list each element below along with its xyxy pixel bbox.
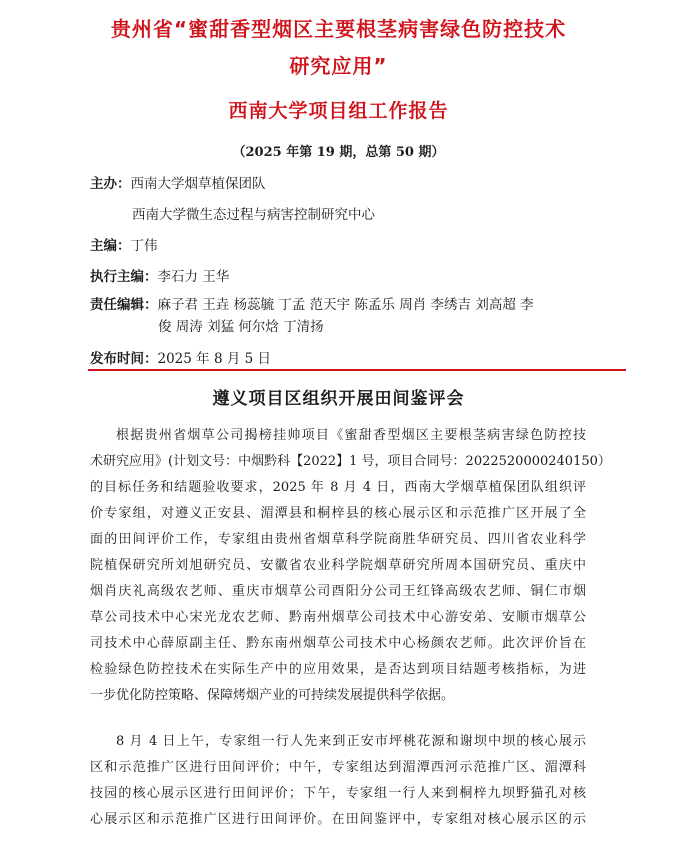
publish-date-row	[90, 347, 271, 367]
editor-name: 丁伟	[130, 238, 158, 254]
paragraph-line: 草公司技术中心宋光龙农艺师、黔南州烟草公司技术中心游安弟、安顺市烟草公	[90, 610, 586, 625]
resp-editors-line-1: 麻子君 王垚 杨蕊毓 丁孟 范天宇 陈孟乐 周肖 李绣吉 刘高超 李	[157, 297, 534, 313]
header-divider	[88, 369, 626, 371]
host-row	[90, 172, 266, 192]
host-label: 主办：	[90, 176, 131, 192]
paragraph-line: 区和示范推广区进行田间评价；中午，专家组达到湄潭西河示范推广区、湄潭科	[90, 760, 586, 775]
report-title-line-2: 研究应用”	[289, 54, 388, 78]
host-name-2: 西南大学微生态过程与病害控制研究中心	[132, 207, 375, 223]
report-title-line-1: 贵州省“蜜甜香型烟区主要根茎病害绿色防控技术	[110, 17, 567, 41]
report-subtitle: 西南大学项目组工作报告	[228, 100, 449, 122]
paragraph-line: 司技术中心薛原副主任、黔东南州烟草公司技术中心杨颜农艺师。此次评价旨在	[90, 636, 586, 651]
publish-date-label: 发布时间：	[90, 351, 158, 367]
article-paragraph-1	[90, 423, 611, 709]
paragraph-line: 技园的核心展示区进行田间评价；下午，专家组一行人来到桐梓九坝野猫孔对核	[90, 786, 586, 801]
paragraph-line: 8 月 4 日上午，专家组一行人先来到正安市坪桃花源和谢坝中坝的核心展示	[116, 734, 586, 749]
exec-editor-row	[90, 265, 229, 285]
paragraph-line: 一步优化防控策略、保障烤烟产业的可持续发展提供科学依据。	[90, 688, 455, 703]
exec-editor-names: 李石力 王华	[157, 269, 230, 285]
paragraph-line: 面的田间评价工作，专家组由贵州省烟草科学院商胜华研究员、四川省农业科学	[90, 532, 586, 547]
responsible-editors	[90, 294, 590, 338]
paragraph-line: 烟肖庆礼高级农艺师、重庆市烟草公司酉阳分公司王红锋高级农艺师、铜仁市烟	[90, 584, 586, 599]
paragraph-line: 根据贵州省烟草公司揭榜挂帅项目《蜜甜香型烟区主要根茎病害绿色防控技	[116, 428, 586, 443]
host-name-1: 西南大学烟草植保团队	[130, 176, 266, 192]
article-paragraph-2	[90, 729, 586, 833]
resp-editors-label: 责任编辑：	[90, 297, 158, 313]
paragraph-line: 院植保研究所刘旭研究员、安徽省农业科学院烟草研究所周本国研究员、重庆中	[90, 558, 586, 573]
paragraph-line: 心展示区和示范推广区进行田间评价。在田间鉴评中，专家组对核心展示区的示	[90, 812, 586, 827]
issue-number: （2025 年第 19 期，总第 50 期）	[232, 145, 445, 160]
paragraph-line: 的目标任务和结题验收要求，2025 年 8 月 4 日，西南大学烟草植保团队组织评	[90, 480, 586, 495]
editor-label: 主编：	[90, 238, 131, 254]
exec-editor-label: 执行主编：	[90, 269, 158, 285]
editor-row	[90, 234, 158, 254]
paragraph-line: 术研究应用》(计划文号：中烟黔科【2022】1 号，项目合同号：2022520000240150）	[90, 454, 611, 469]
publish-date: 2025 年 8 月 5 日	[157, 351, 271, 367]
paragraph-line: 价专家组，对遵义正安县、湄潭县和桐梓县的核心展示区和示范推广区开展了全	[90, 506, 586, 521]
resp-editors-line-2: 俊 周涛 刘猛 何尔焓 丁清扬	[158, 319, 324, 335]
article-title: 遵义项目区组织开展田间鉴评会	[212, 389, 465, 409]
paragraph-line: 检验绿色防控技术在实际生产中的应用效果，是否达到项目结题考核指标，为进	[90, 662, 586, 677]
